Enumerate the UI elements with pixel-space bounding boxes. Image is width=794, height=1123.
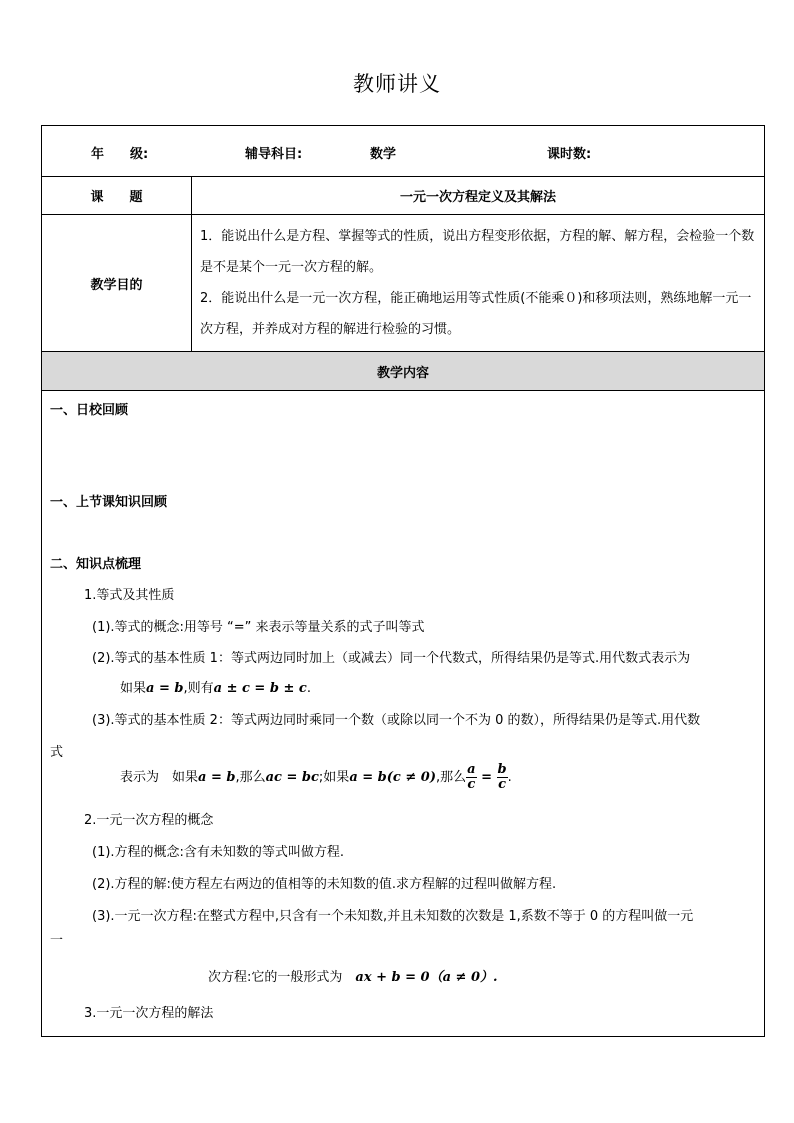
formula-general-form: ax + b = 0 [355, 970, 430, 985]
formula-ac-eq-bc: ac = bc [265, 770, 319, 785]
section-last-lesson: 一、上节课知识回顾 [50, 495, 168, 510]
content-row [42, 391, 765, 1037]
text-fragment: . [306, 681, 311, 696]
point-1: 1.等式及其性质 [84, 588, 175, 603]
header-row [42, 126, 765, 177]
section-review: 一、日校回顾 [50, 403, 129, 418]
content-band: 教学内容 [42, 352, 765, 391]
goal-label: 教学目的 [42, 215, 192, 352]
point-1-1: (1).等式的概念:用等号 “=” 来表示等量关系的式子叫等式 [92, 620, 425, 635]
fraction-b-over-c: $\frac{b}{c}$ [497, 762, 507, 792]
text-fragment: 如果 [120, 681, 147, 696]
text-fragment: ;如果 [318, 770, 350, 785]
point-2-3: (3).一元一次方程:在整式方程中,只含有一个未知数,并且未知数的次数是 1,系数不等于 0 的方程叫做一元 [92, 909, 694, 924]
section-knowledge: 二、知识点梳理 [50, 557, 142, 572]
point-2-3-formula [208, 966, 498, 985]
topic-value: 一元一次方程定义及其解法 [192, 177, 765, 215]
formula-plusminus: a ± c = b ± c [213, 681, 307, 696]
point-3: 3.一元一次方程的解法 [84, 1006, 214, 1021]
point-2-2: (2).方程的解:使方程左右两边的值相等的未知数的值.求方程解的过程叫做解方程. [92, 877, 557, 892]
text-fragment: . [507, 770, 512, 785]
point-1-3-formula: 表示为 如果a = b,那么ac = bc;如果a = b(c ≠ 0),那么 $\frac{a}{c}$ = $\frac{b}{c}$ . [120, 762, 512, 792]
point-1-2-formula [120, 677, 311, 696]
subject-value: 数学 [370, 147, 397, 162]
lecture-table [41, 125, 765, 1037]
goal-item-2: 2．能说出什么是一元一次方程，能正确地运用等式性质(不能乘０)和移项法则，熟练地解一元一次方程，并养成对方程的解进行检验的习惯。 [200, 291, 752, 337]
formula-a-eq-b: a = b [198, 770, 236, 785]
subject-label: 辅导科目: [245, 147, 303, 162]
formula-a-eq-b: a = b [146, 681, 184, 696]
text-fragment: ,那么 [435, 770, 467, 785]
content-band-row [42, 352, 765, 391]
page-title: 教师讲义 [353, 72, 441, 96]
point-1-3-wrap: 式 [50, 745, 64, 760]
text-fragment: ,则有 [183, 681, 214, 696]
point-2-1: (1).方程的概念:含有未知数的等式叫做方程. [92, 845, 345, 860]
formula-c-nonzero: a = b(c ≠ 0) [349, 770, 436, 785]
text-fragment: ,那么 [235, 770, 266, 785]
goal-item-1: 1．能说出什么是方程、掌握等式的性质，说出方程变形依据，方程的解、解方程，会检验一个数是不是某个一元一次方程的解。 [200, 229, 755, 275]
goal-row [42, 215, 765, 352]
formula-condition: （a ≠ 0）. [429, 970, 498, 985]
grade-label: 年 级: [91, 147, 149, 162]
point-2-3-wrap: 一 [50, 933, 64, 948]
point-1-2: (2).等式的基本性质 1：等式两边同时加上（或减去）同一个代数式，所得结果仍是等式.用代数式表示为 [92, 651, 691, 666]
point-2: 2.一元一次方程的概念 [84, 813, 214, 828]
topic-label: 课 题 [42, 177, 192, 215]
text-fragment: 表示为 如果 [120, 770, 199, 785]
text-fragment: 次方程:它的一般形式为 [208, 970, 356, 985]
point-1-3: (3).等式的基本性质 2：等式两边同时乘同一个数（或除以同一个不为 0 的数），所得结果仍是等式.用代数 [92, 713, 701, 728]
hours-label: 课时数: [547, 147, 592, 162]
topic-row [42, 177, 765, 215]
fraction-a-over-c: $\frac{a}{c}$ [467, 762, 476, 792]
